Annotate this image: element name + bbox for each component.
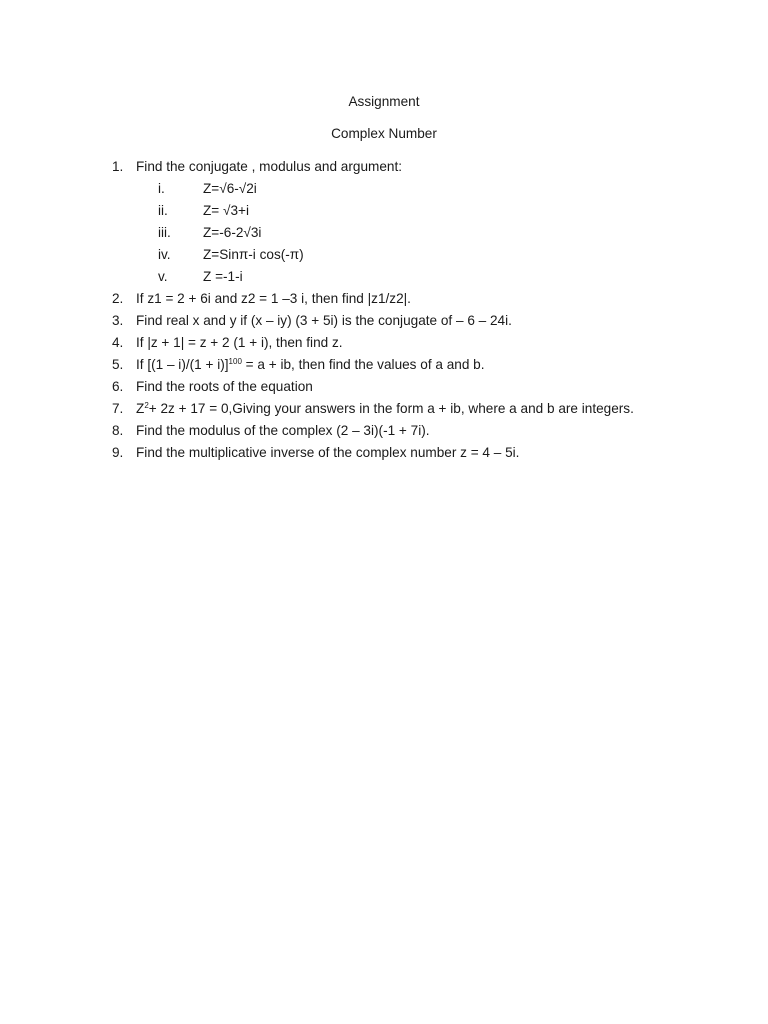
question-text: Find the conjugate , modulus and argument: (136, 159, 403, 174)
question-text: Find real x and y if (x – iy) (3 + 5i) is the conjugate of – 6 – 24i. (136, 313, 512, 328)
question-number: 3. (112, 313, 124, 328)
question-number: 6. (112, 379, 124, 394)
subquestion-number: i. (158, 181, 165, 196)
question-text: Find the roots of the equation (136, 379, 313, 394)
question-text: If |z + 1| = z + 2 (1 + i), then find z. (136, 335, 343, 350)
question-text-after: = a + ib, then find the values of a and b. (241, 357, 485, 372)
question-7 (0, 399, 768, 421)
question-number: 4. (112, 335, 124, 350)
question-text-before: If [(1 – i)/(1 + i)] (136, 357, 229, 372)
subquestion-ii (0, 201, 768, 223)
question-2 (0, 289, 768, 311)
exponent: 100 (228, 357, 242, 366)
question-4 (0, 333, 768, 355)
subquestion-number: iii. (158, 225, 171, 240)
question-number: 8. (112, 423, 124, 438)
question-number: 9. (112, 445, 124, 460)
question-text: Find the modulus of the complex (2 – 3i)(-1 + 7i). (136, 423, 430, 438)
question-number: 1. (112, 159, 124, 174)
subquestion-number: v. (158, 269, 168, 284)
subquestion-i (0, 179, 768, 201)
question-5 (0, 355, 768, 377)
question-1 (0, 157, 768, 179)
question-number: 5. (112, 357, 124, 372)
subquestion-number: ii. (158, 203, 168, 218)
exponent: 2 (144, 401, 149, 410)
subquestion-text: Z=-6-2√3i (203, 225, 262, 240)
question-text: Find the multiplicative inverse of the complex number z = 4 – 5i. (136, 445, 520, 460)
question-number: 2. (112, 291, 124, 306)
document-subtitle: Complex Number (331, 126, 437, 141)
subquestion-text: Z=Sinπ-i cos(-π) (203, 247, 304, 262)
question-3 (0, 311, 768, 333)
question-6 (0, 377, 768, 399)
subquestion-text: Z =-1-i (203, 269, 243, 284)
question-text (136, 355, 485, 375)
subquestion-iii (0, 223, 768, 245)
question-9 (0, 443, 768, 465)
subquestion-text: Z= √3+i (203, 203, 249, 218)
question-number: 7. (112, 401, 124, 416)
question-text-after: + 2z + 17 = 0,Giving your answers in the form a + ib, where a and b are integers. (148, 401, 634, 416)
subquestion-text: Z=√6-√2i (203, 181, 257, 196)
subquestion-number: iv. (158, 247, 171, 262)
question-text: If z1 = 2 + 6i and z2 = 1 –3 i, then find |z1/z2|. (136, 291, 411, 306)
document-title: Assignment (348, 94, 420, 109)
question-text (136, 399, 634, 419)
question-8 (0, 421, 768, 443)
subquestion-v (0, 267, 768, 289)
question-list (0, 157, 768, 465)
question-text-before: Z (136, 401, 145, 416)
subquestion-iv (0, 245, 768, 267)
